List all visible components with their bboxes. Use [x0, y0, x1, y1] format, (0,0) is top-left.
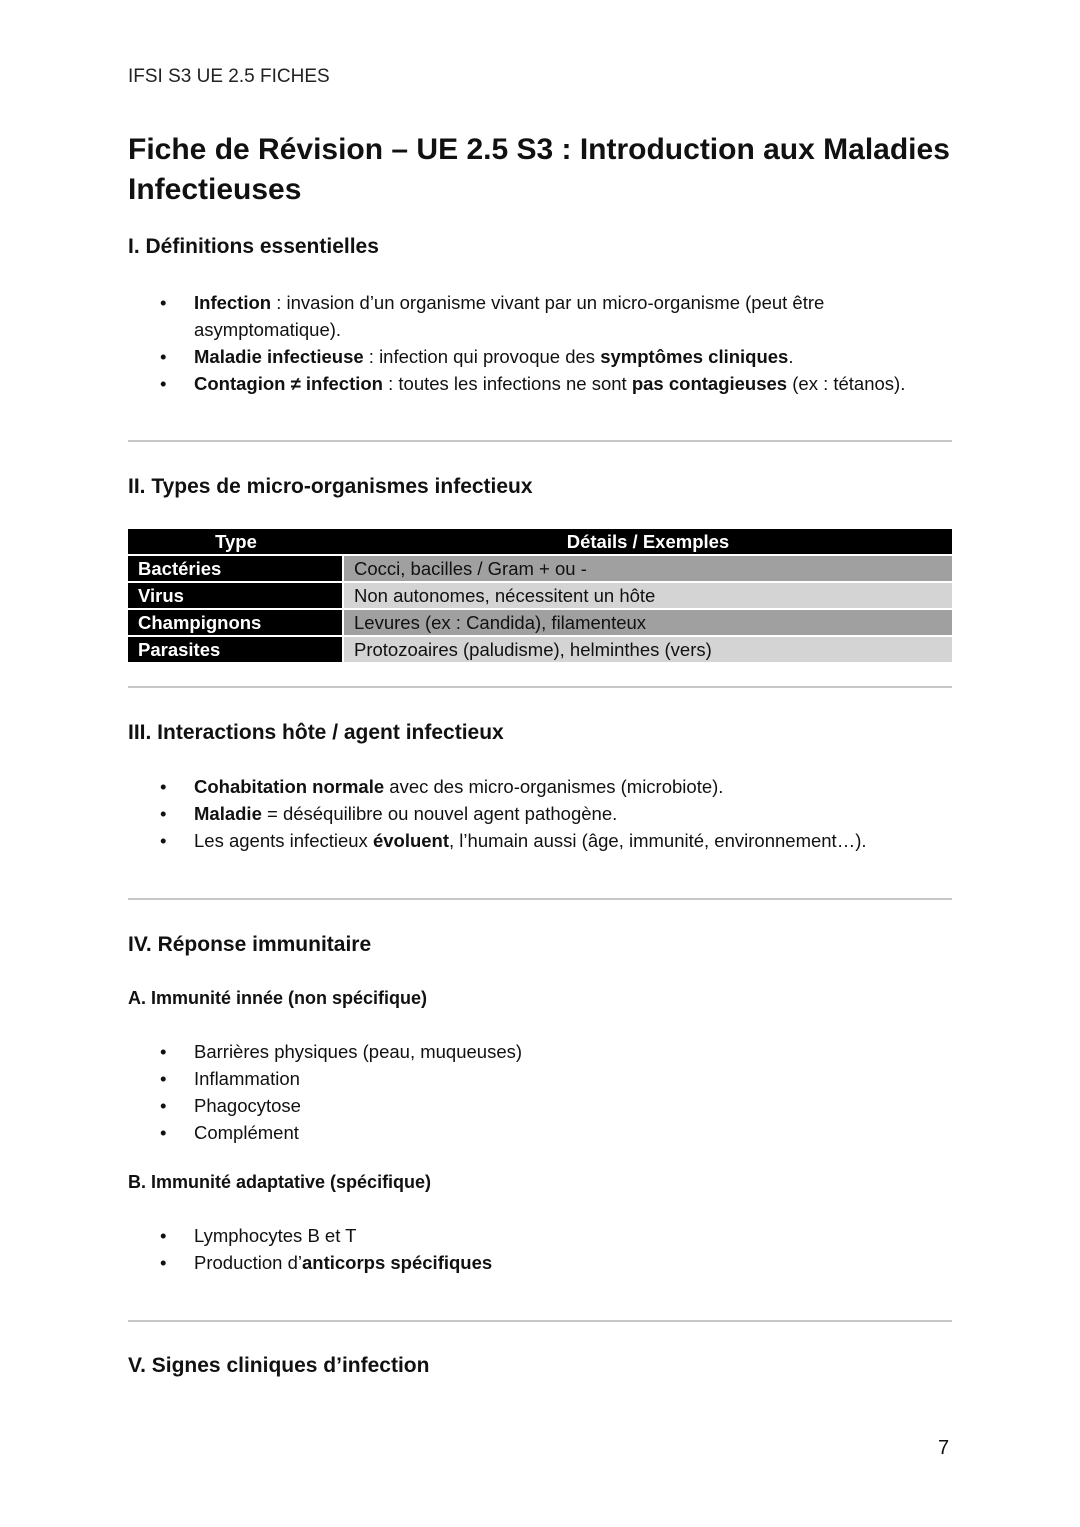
list-item — [128, 1038, 952, 1065]
section-heading: II. Types de micro-organismes infectieux — [128, 475, 533, 498]
subsection-heading: B. Immunité adaptative (spécifique) — [128, 1172, 432, 1192]
text: . — [788, 346, 794, 367]
bold-text: anticorps spécifiques — [301, 1252, 493, 1273]
details-cell: Protozoaires (paludisme), helminthes (vers) — [344, 637, 952, 662]
type-cell: Champignons — [128, 610, 344, 635]
innate-immunity-list — [128, 1038, 952, 1146]
bold-text: Maladie — [194, 803, 262, 824]
text: = déséquilibre ou nouvel agent pathogène. — [261, 803, 618, 824]
text: Barrières physiques (peau, muqueuses) — [194, 1041, 523, 1062]
interactions-list — [128, 773, 952, 854]
list-item — [128, 1222, 952, 1249]
details-cell: Non autonomes, nécessitent un hôte — [344, 583, 952, 608]
text: : invasion d’un organisme vivant par un micro-organisme (peut être asymptomatique). — [194, 292, 825, 340]
page-header: IFSI S3 UE 2.5 FICHES — [128, 66, 330, 87]
type-cell: Bactéries — [128, 556, 344, 581]
list-item — [128, 343, 952, 370]
list-item — [128, 1092, 952, 1119]
page-title: Fiche de Révision – UE 2.5 S3 : Introduction aux Maladies Infectieuses — [128, 133, 950, 206]
list-item — [128, 1249, 952, 1276]
divider — [128, 440, 952, 442]
divider — [128, 686, 952, 688]
table-row — [128, 556, 952, 581]
text: : toutes les infections ne sont — [382, 373, 632, 394]
list-item — [128, 773, 952, 800]
text: Phagocytose — [194, 1095, 301, 1116]
text: Lymphocytes B et T — [194, 1225, 357, 1246]
column-header: Détails / Exemples — [344, 529, 952, 554]
list-item — [128, 1065, 952, 1092]
bold-text: symptômes cliniques — [600, 346, 789, 367]
column-header: Type — [128, 529, 344, 554]
list-item — [128, 1119, 952, 1146]
table-row — [128, 583, 952, 608]
text: , l’humain aussi (âge, immunité, environnement…). — [449, 830, 867, 851]
text: Complément — [194, 1122, 299, 1143]
adaptive-immunity-list — [128, 1222, 952, 1276]
bold-text: évoluent — [372, 830, 450, 851]
type-cell: Parasites — [128, 637, 344, 662]
text: avec des micro-organismes (microbiote). — [384, 776, 724, 797]
text: (ex : tétanos). — [787, 373, 906, 394]
section-heading: III. Interactions hôte / agent infectieux — [128, 721, 504, 744]
bold-text: Maladie infectieuse — [194, 346, 364, 367]
bold-text: Contagion ≠ infection — [194, 373, 383, 394]
divider — [128, 1320, 952, 1322]
definitions-list — [128, 289, 952, 397]
table-row — [128, 637, 952, 662]
details-cell: Levures (ex : Candida), filamenteux — [344, 610, 952, 635]
list-item — [128, 827, 952, 854]
table-row — [128, 610, 952, 635]
bold-text: Infection — [194, 292, 272, 313]
details-cell: Cocci, bacilles / Gram + ou - — [344, 556, 952, 581]
page-number: 7 — [938, 1437, 950, 1459]
text: Les agents infectieux — [194, 830, 373, 851]
subsection-heading: A. Immunité innée (non spécifique) — [128, 988, 428, 1008]
text: : infection qui provoque des — [363, 346, 601, 367]
text: Production d’ — [194, 1252, 302, 1273]
divider — [128, 898, 952, 900]
list-item — [128, 289, 952, 343]
type-cell: Virus — [128, 583, 344, 608]
microorganisms-table — [128, 527, 952, 664]
section-heading: IV. Réponse immunitaire — [128, 933, 372, 956]
bold-text: Cohabitation normale — [194, 776, 385, 797]
list-item — [128, 370, 952, 397]
section-heading: V. Signes cliniques d’infection — [128, 1354, 430, 1377]
section-heading: I. Définitions essentielles — [128, 235, 379, 258]
list-item — [128, 800, 952, 827]
bold-text: pas contagieuses — [631, 373, 788, 394]
text: Inflammation — [194, 1068, 300, 1089]
